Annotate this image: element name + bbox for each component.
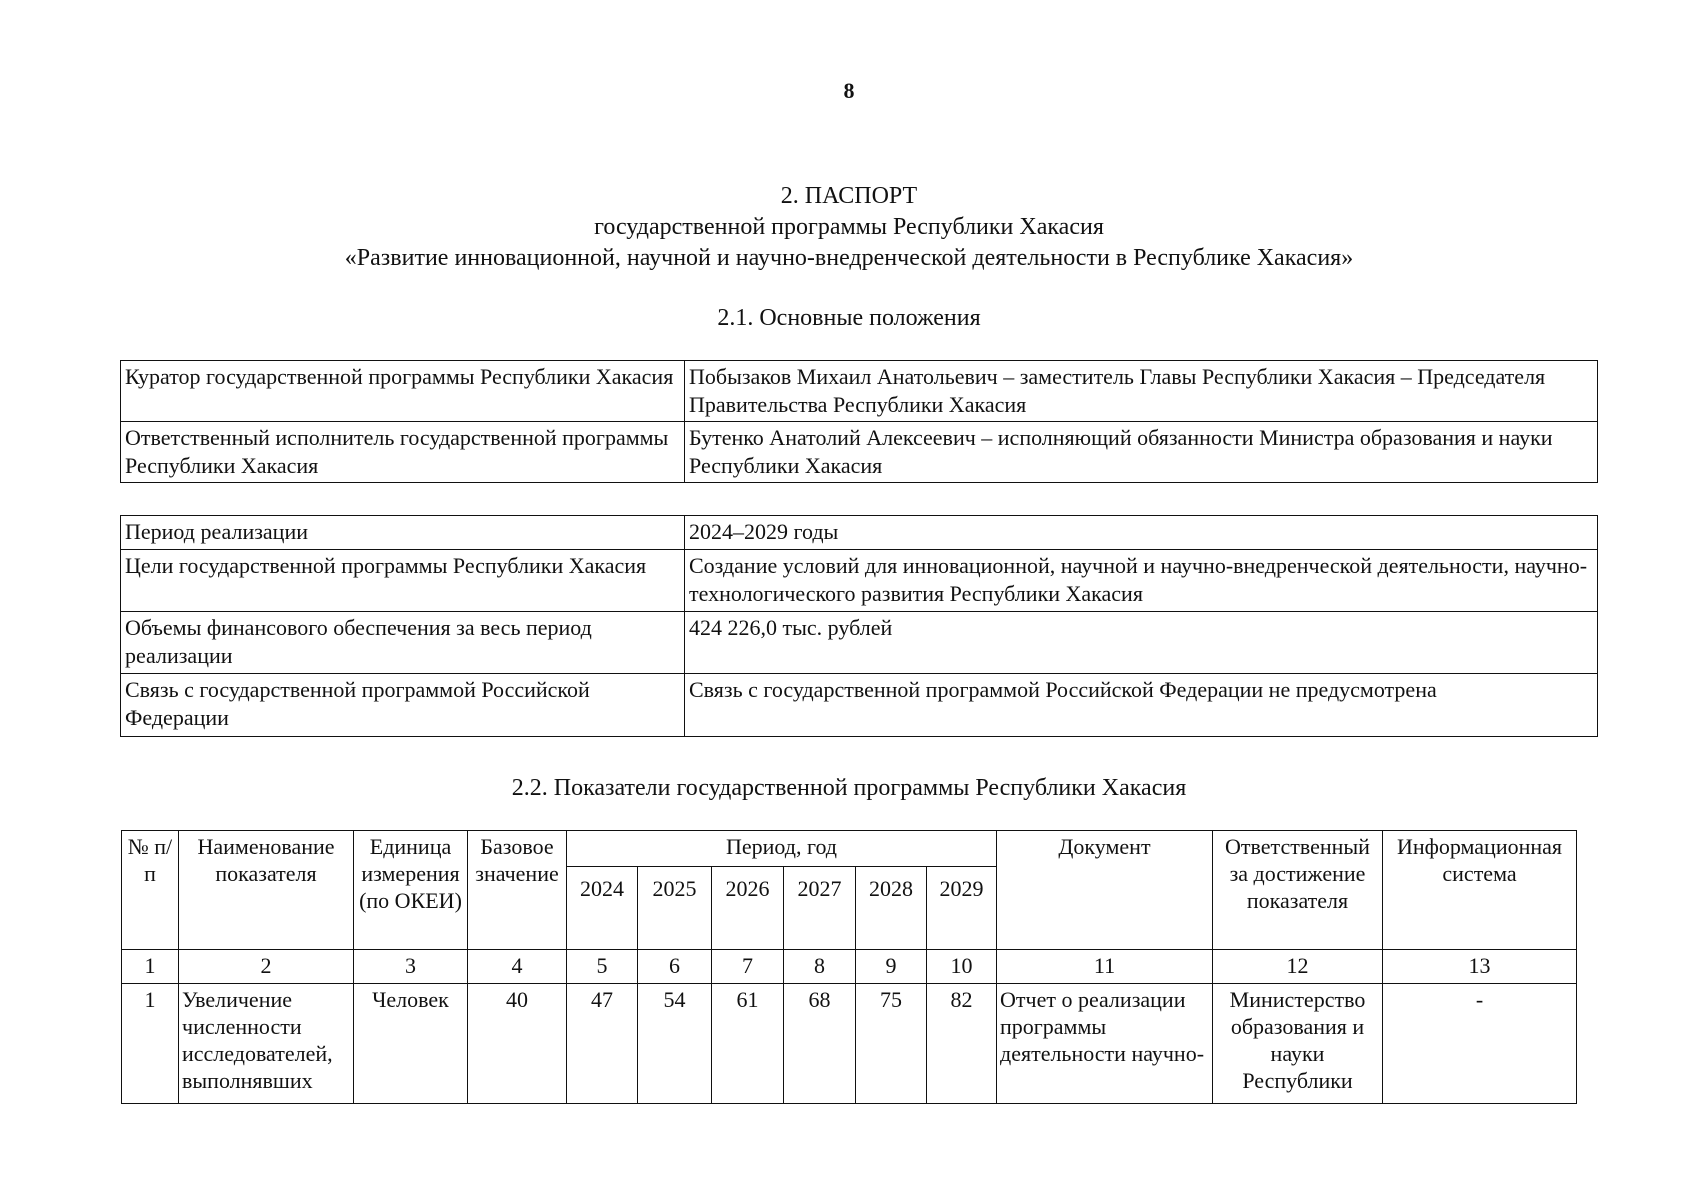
column-number: 9	[856, 950, 927, 984]
header-year: 2029	[927, 867, 997, 950]
row-value: Побызаков Михаил Анатольевич – заместитель Главы Республики Хакасия – Председателя Правительства Республики Хакасия	[685, 361, 1598, 422]
row-label: Куратор государственной программы Республики Хакасия	[121, 361, 685, 422]
row-value: 2024–2029 годы	[685, 516, 1598, 550]
table-row	[121, 361, 1598, 422]
column-number: 2	[179, 950, 354, 984]
row-label: Связь с государственной программой Российской Федерации	[121, 674, 685, 737]
header-year: 2024	[567, 867, 638, 950]
column-number: 1	[122, 950, 179, 984]
column-number: 3	[354, 950, 468, 984]
indicator-unit: Человек	[354, 984, 468, 1104]
column-number: 11	[997, 950, 1213, 984]
column-number: 8	[784, 950, 856, 984]
column-number: 5	[567, 950, 638, 984]
indicator-value-2025: 54	[638, 984, 712, 1104]
column-number: 6	[638, 950, 712, 984]
row-label: Ответственный исполнитель государственной программы Республики Хакасия	[121, 422, 685, 483]
section-2-1-title: 2.1. Основные положения	[717, 305, 981, 331]
header-document: Документ	[997, 831, 1213, 950]
indicator-document: Отчет о реализации программы деятельности научно-	[1000, 987, 1205, 1066]
indicator-base: 40	[468, 984, 567, 1104]
curator-table	[120, 360, 1598, 483]
row-label: Период реализации	[121, 516, 685, 550]
passport-subtitle: государственной программы Республики Хакасия	[594, 214, 1104, 240]
indicator-value-2027: 68	[784, 984, 856, 1104]
indicator-name: Увеличение численности исследователей, выполнявших	[182, 987, 333, 1093]
header-responsible: Ответственный за достижение показателя	[1213, 831, 1383, 950]
indicator-value-2024: 47	[567, 984, 638, 1104]
row-value: 424 226,0 тыс. рублей	[685, 612, 1598, 674]
header-unit: Единица измерения (по ОКЕИ)	[354, 831, 468, 950]
program-info-table	[120, 515, 1598, 737]
header-base: Базовое значение	[468, 831, 567, 950]
passport-title: 2. ПАСПОРТ	[780, 183, 918, 209]
column-numbers-row	[122, 950, 1577, 984]
table-row	[121, 550, 1598, 612]
table-row	[121, 674, 1598, 737]
row-value: Бутенко Анатолий Алексеевич – исполняющий обязанности Министра образования и науки Республики Хакасия	[685, 422, 1598, 483]
indicator-value-2028: 75	[856, 984, 927, 1104]
header-row	[122, 831, 1577, 867]
header-num: № п/п	[122, 831, 179, 950]
program-name: «Развитие инновационной, научной и научно-внедренческой деятельности в Республике Хакасия»	[344, 245, 1354, 271]
row-num: 1	[122, 984, 179, 1104]
header-year: 2025	[638, 867, 712, 950]
indicator-value-2026: 61	[712, 984, 784, 1104]
header-system: Информационная система	[1383, 831, 1577, 950]
row-value: Связь с государственной программой Российской Федерации не предусмотрена	[685, 674, 1598, 737]
table-row	[122, 984, 1577, 1104]
column-number: 13	[1383, 950, 1577, 984]
header-year: 2027	[784, 867, 856, 950]
table-row	[121, 516, 1598, 550]
column-number: 12	[1213, 950, 1383, 984]
row-label: Объемы финансового обеспечения за весь период реализации	[121, 612, 685, 674]
indicator-value-2029: 82	[927, 984, 997, 1104]
indicator-document-cell	[997, 984, 1213, 1104]
indicator-responsible: Министерство образования и науки Республики	[1229, 987, 1366, 1093]
row-label: Цели государственной программы Республики Хакасия	[121, 550, 685, 612]
indicator-system: -	[1383, 984, 1577, 1104]
table-row	[121, 612, 1598, 674]
header-year: 2026	[712, 867, 784, 950]
page-number: 8	[843, 78, 855, 103]
column-number: 7	[712, 950, 784, 984]
table-row	[121, 422, 1598, 483]
section-2-2-title: 2.2. Показатели государственной программы Республики Хакасия	[511, 775, 1187, 801]
header-name: Наименование показателя	[179, 831, 354, 950]
column-number: 4	[468, 950, 567, 984]
column-number: 10	[927, 950, 997, 984]
header-year: 2028	[856, 867, 927, 950]
indicator-name-cell	[179, 984, 354, 1104]
indicators-table	[121, 830, 1577, 1104]
indicator-responsible-cell	[1213, 984, 1383, 1104]
row-value: Создание условий для инновационной, научной и научно-внедренческой деятельности, научно-технологического развития Республики Хакасия	[685, 550, 1598, 612]
header-period: Период, год	[567, 831, 997, 867]
